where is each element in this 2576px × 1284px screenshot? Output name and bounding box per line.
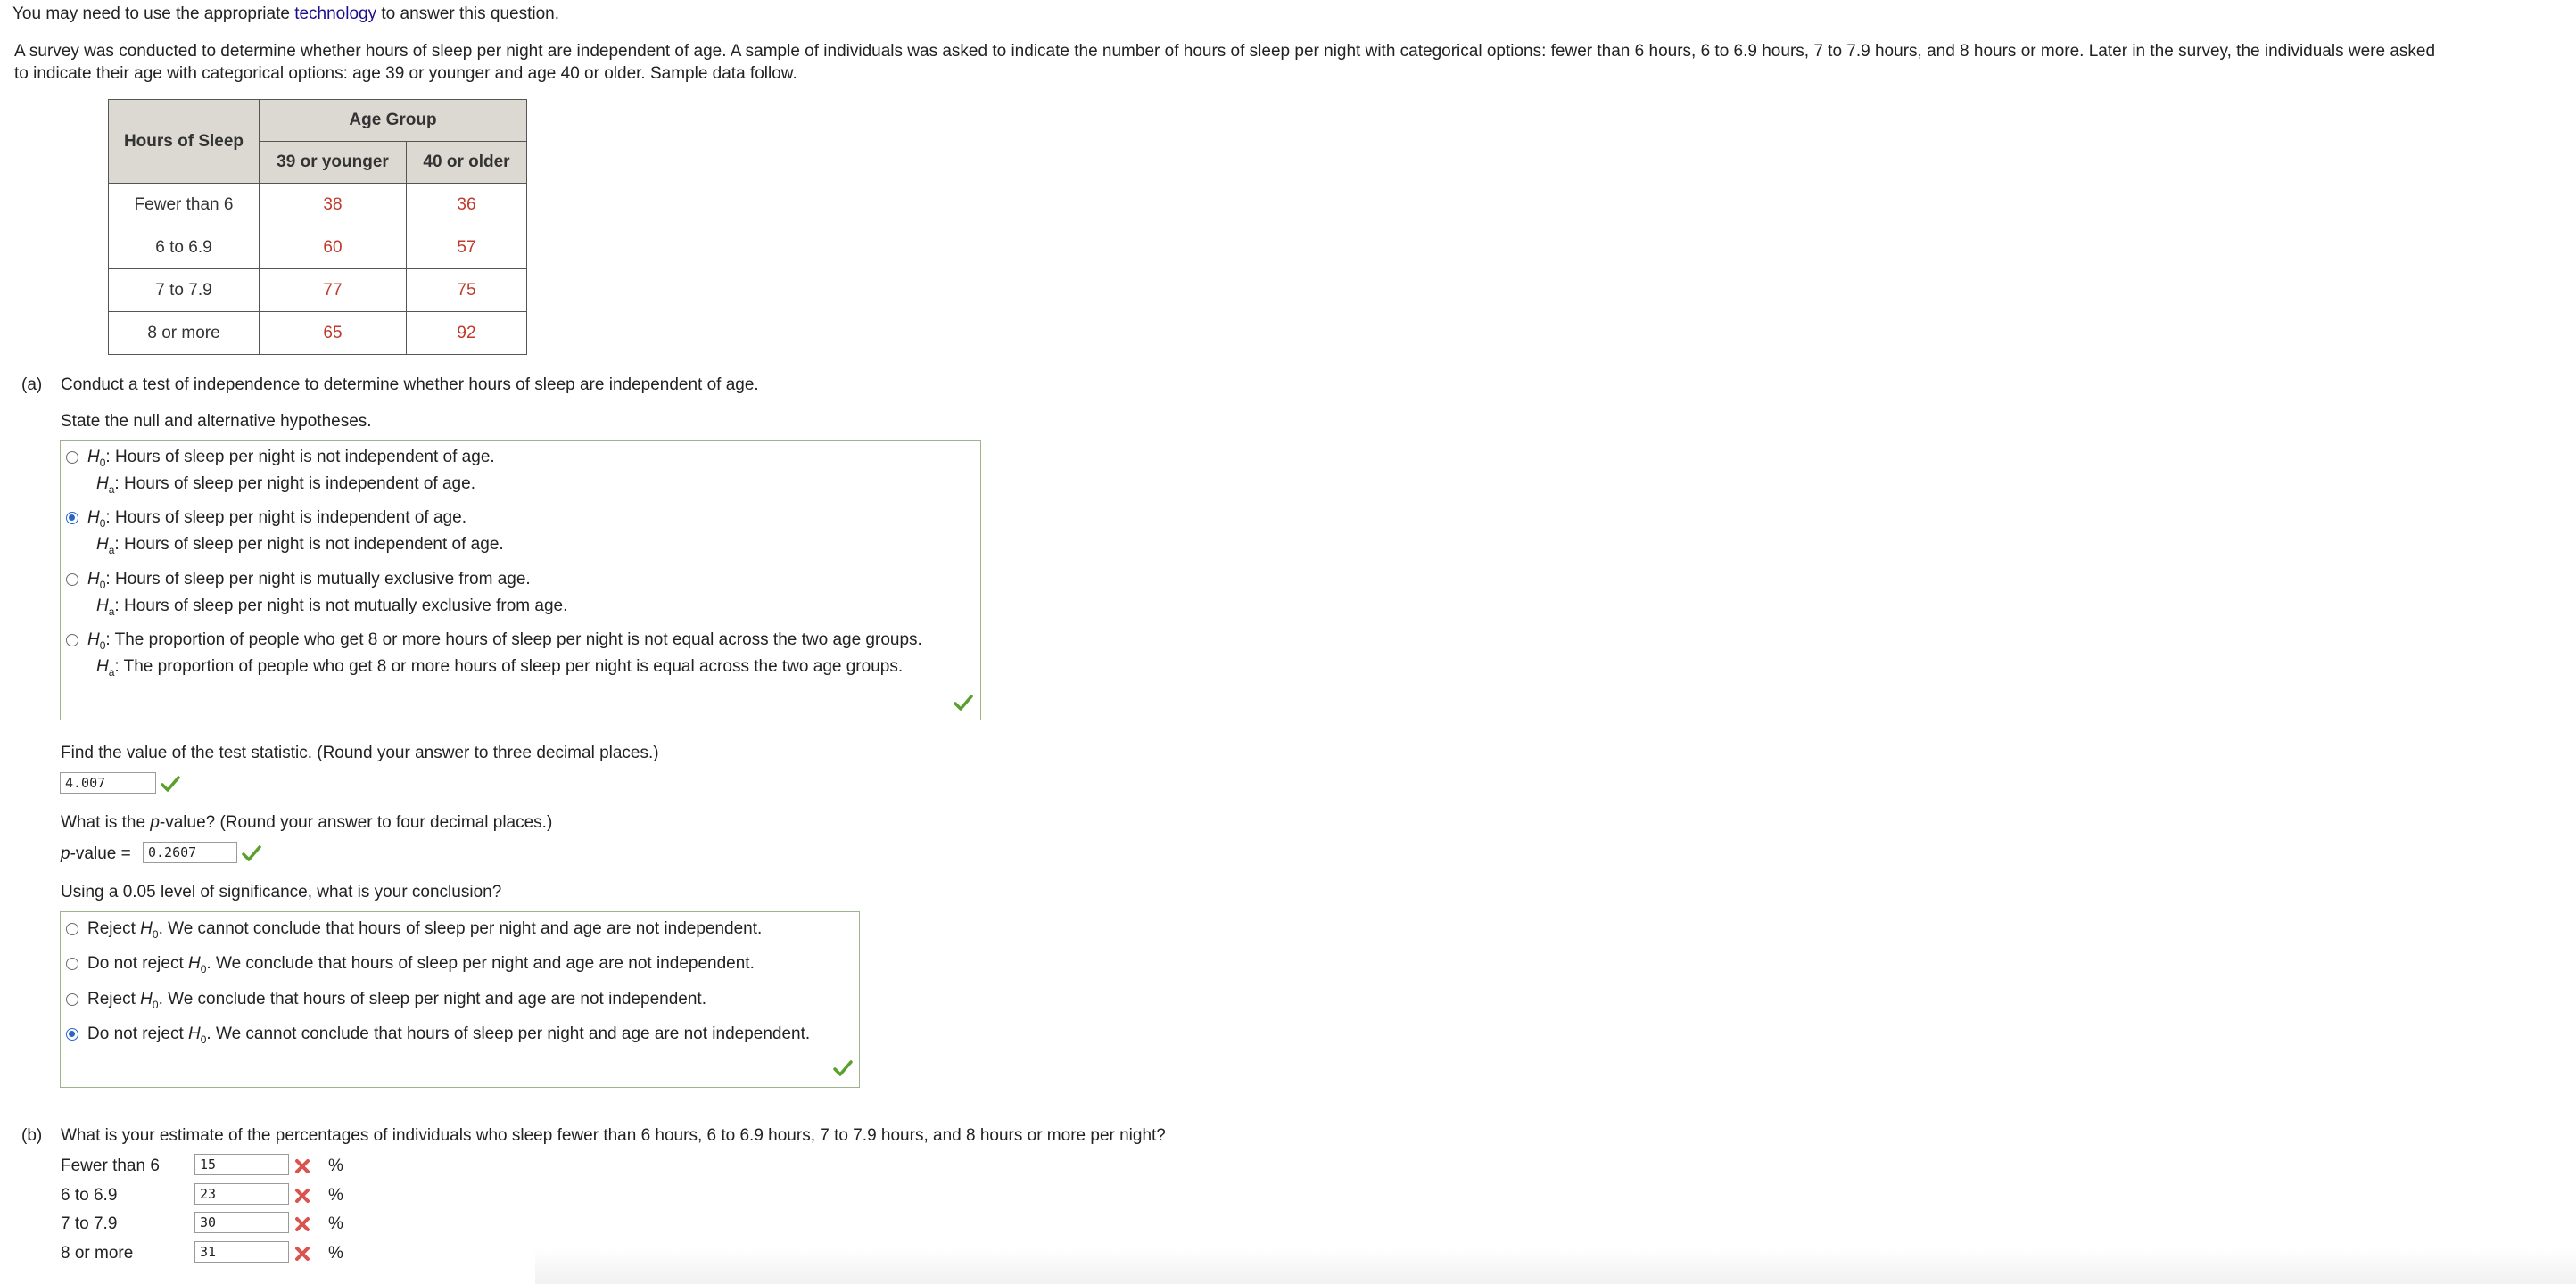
radio-button[interactable] bbox=[66, 923, 78, 935]
radio-button-selected[interactable] bbox=[66, 1028, 78, 1041]
sample-data-table bbox=[108, 99, 527, 355]
cell-value: 77 bbox=[260, 269, 407, 312]
conclusion-text: Reject $H_0$. We conclude that hours of sleep per night and age are not independent. bbox=[87, 990, 706, 1011]
intro-suffix: to answer this question. bbox=[381, 4, 560, 23]
cell-value: 57 bbox=[407, 226, 527, 269]
p-value-prompt: What is the p-value? (Round your answer to four decimal places.) bbox=[61, 813, 553, 832]
ha-statement: $H_a$: Hours of sleep per night is not mutually exclusive from age. bbox=[96, 597, 568, 618]
part-a-label: (a) bbox=[21, 375, 43, 394]
percent-sign: % bbox=[328, 1156, 343, 1175]
checkmark-icon bbox=[242, 844, 261, 862]
checkmark-icon bbox=[161, 775, 180, 793]
cell-value: 36 bbox=[407, 184, 527, 226]
conclusion-text: Reject $H_0$. We cannot conclude that hours of sleep per night and age are not independent. bbox=[87, 919, 763, 941]
incorrect-x-icon bbox=[294, 1188, 310, 1204]
group-header: Age Group bbox=[260, 100, 527, 142]
percentage-label: Fewer than 6 bbox=[61, 1156, 160, 1175]
percent-sign: % bbox=[328, 1244, 343, 1263]
cell-value: 65 bbox=[260, 312, 407, 355]
row-header: Hours of Sleep bbox=[109, 100, 260, 184]
percentage-input[interactable]: 30 bbox=[194, 1212, 289, 1233]
h0-statement: $H_0$: Hours of sleep per night is mutually exclusive from age. bbox=[87, 570, 531, 591]
problem-line-2: to indicate their age with categorical options: age 39 or younger and age 40 or older. Sample data follow. bbox=[14, 64, 797, 83]
radio-button[interactable] bbox=[66, 634, 78, 646]
radio-button[interactable] bbox=[66, 993, 78, 1006]
column-header: 40 or older bbox=[407, 142, 527, 184]
bottom-shade bbox=[535, 1248, 2576, 1284]
cell-value: 92 bbox=[407, 312, 527, 355]
conclusion-prompt: Using a 0.05 level of significance, what is your conclusion? bbox=[61, 883, 502, 901]
ha-statement: $H_a$: Hours of sleep per night is independent of age. bbox=[96, 474, 475, 496]
test-statistic-input[interactable]: 4.007 bbox=[60, 772, 156, 794]
cell-value: 60 bbox=[260, 226, 407, 269]
table-row bbox=[109, 312, 527, 355]
h0-statement: $H_0$: The proportion of people who get 8 or more hours of sleep per night is not equal across the two age groups. bbox=[87, 630, 922, 652]
incorrect-x-icon bbox=[294, 1158, 310, 1174]
checkmark-icon bbox=[833, 1059, 853, 1077]
incorrect-x-icon bbox=[294, 1216, 310, 1232]
percentage-input[interactable]: 31 bbox=[194, 1241, 289, 1263]
ha-statement: $H_a$: The proportion of people who get 8 or more hours of sleep per night is equal across the two age groups. bbox=[96, 657, 904, 679]
row-label: Fewer than 6 bbox=[109, 184, 260, 226]
p-value-label: p-value = bbox=[61, 844, 131, 863]
intro-prefix: You may need to use the appropriate bbox=[12, 4, 290, 23]
test-statistic-prompt: Find the value of the test statistic. (Round your answer to three decimal places.) bbox=[61, 744, 659, 762]
radio-button[interactable] bbox=[66, 958, 78, 970]
row-label: 8 or more bbox=[109, 312, 260, 355]
h0-statement: $H_0$: Hours of sleep per night is independent of age. bbox=[87, 508, 466, 530]
percent-sign: % bbox=[328, 1214, 343, 1233]
percentage-input[interactable]: 23 bbox=[194, 1183, 289, 1205]
part-a-prompt: Conduct a test of independence to determine whether hours of sleep are independent of age. bbox=[61, 375, 759, 394]
percentage-label: 8 or more bbox=[61, 1244, 134, 1263]
p-value-input[interactable]: 0.2607 bbox=[143, 842, 237, 863]
table-row bbox=[109, 226, 527, 269]
radio-button[interactable] bbox=[66, 573, 78, 586]
radio-button[interactable] bbox=[66, 451, 78, 464]
incorrect-x-icon bbox=[294, 1246, 310, 1262]
conclusion-text: Do not reject $H_0$. We cannot conclude that hours of sleep per night and age are not independent. bbox=[87, 1025, 811, 1046]
part-b-prompt: What is your estimate of the percentages of individuals who sleep fewer than 6 hours, 6 to 6.9 hours, 7 to 7.9 hours, and 8 hours or more per night? bbox=[61, 1126, 1166, 1145]
row-label: 7 to 7.9 bbox=[109, 269, 260, 312]
conclusion-options-box bbox=[60, 911, 860, 1088]
hypotheses-options-box bbox=[60, 440, 981, 720]
cell-value: 38 bbox=[260, 184, 407, 226]
percent-sign: % bbox=[328, 1186, 343, 1205]
problem-line-1: A survey was conducted to determine whether hours of sleep per night are independent of age. A sample of individuals was asked to indicate the number of hours of sleep per night with categorical options: fewer than 6 hours, 6 to 6.9 hours, 7 to 7.9 hours, and 8 hours or more. Later in the survey, the individuals were asked bbox=[14, 42, 2436, 61]
checkmark-icon bbox=[954, 694, 973, 712]
technology-link[interactable]: technology bbox=[294, 4, 377, 23]
column-header: 39 or younger bbox=[260, 142, 407, 184]
row-label: 6 to 6.9 bbox=[109, 226, 260, 269]
percentage-label: 6 to 6.9 bbox=[61, 1186, 118, 1205]
cell-value: 75 bbox=[407, 269, 527, 312]
radio-button-selected[interactable] bbox=[66, 512, 78, 524]
h0-statement: $H_0$: Hours of sleep per night is not independent of age. bbox=[87, 448, 495, 469]
ha-statement: $H_a$: Hours of sleep per night is not independent of age. bbox=[96, 535, 504, 556]
intro-text bbox=[12, 4, 559, 24]
hypotheses-prompt: State the null and alternative hypotheses. bbox=[61, 412, 372, 431]
percentage-input[interactable]: 15 bbox=[194, 1154, 289, 1175]
table-row bbox=[109, 269, 527, 312]
table-row bbox=[109, 184, 527, 226]
percentage-label: 7 to 7.9 bbox=[61, 1214, 118, 1233]
part-b-label: (b) bbox=[21, 1126, 43, 1145]
conclusion-text: Do not reject $H_0$. We conclude that hours of sleep per night and age are not independent. bbox=[87, 954, 755, 975]
